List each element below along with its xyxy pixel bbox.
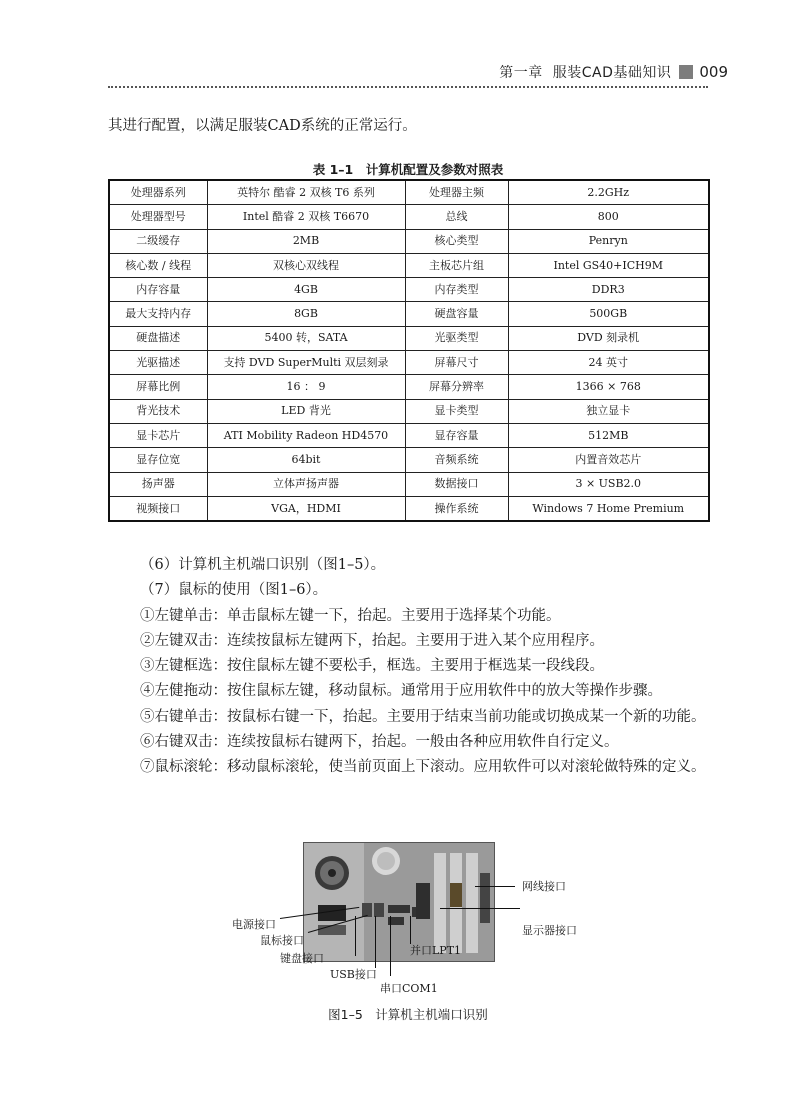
label-parallel: 并口LPT1: [410, 944, 462, 957]
table-title: 表 1–1 计算机配置及参数对照表: [312, 162, 504, 177]
mouse-wheel: ⑦鼠标滚轮：移动鼠标滚轮，使当前页面上下滚动。应用软件可以对滚轮做特殊的定义。: [140, 759, 706, 776]
param-name-cell: 背光技术: [109, 399, 207, 423]
param-value-cell: 3 × USB2.0: [508, 472, 709, 496]
leader-network: [475, 886, 515, 887]
param-name-cell: 总线: [405, 205, 508, 229]
param-value-cell: Penryn: [508, 229, 709, 253]
param-value-cell: 独立显卡: [508, 399, 709, 423]
param-name-cell: 硬盘容量: [405, 302, 508, 326]
table-row: [109, 302, 709, 326]
mouse-right-double-click: ⑥右键双击：连续按鼠标右键两下，抬起。一般由各种应用软件自行定义。: [140, 734, 619, 751]
list-item-6: （6）计算机主机端口识别（图1–5）。: [140, 557, 386, 573]
param-value-cell: 2MB: [207, 229, 405, 253]
param-value-cell: 立体声扬声器: [207, 472, 405, 496]
param-value-cell: 16 ： 9: [207, 375, 405, 399]
param-value-cell: DVD 刻录机: [508, 326, 709, 350]
header-title: 服装CAD基础知识: [552, 65, 672, 81]
label-keyboard: 键盘接口: [280, 952, 324, 965]
param-value-cell: 24 英寸: [508, 351, 709, 375]
param-name-cell: 显存位宽: [109, 448, 207, 472]
label-usb: USB接口: [330, 968, 377, 981]
list-item-7: （7）鼠标的使用（图1–6）。: [140, 582, 328, 599]
table-row: [109, 253, 709, 277]
page-number: 009: [699, 63, 728, 81]
param-name-cell: 屏幕分辨率: [405, 375, 508, 399]
mouse-right-click: [108, 705, 708, 730]
header-marker-square: [679, 65, 693, 79]
param-name-cell: 光驱描述: [109, 351, 207, 375]
table-row: [109, 423, 709, 447]
table-row: [109, 399, 709, 423]
param-value-cell: 双核心双线程: [207, 253, 405, 277]
table-row: [109, 205, 709, 229]
param-name-cell: 扬声器: [109, 472, 207, 496]
leader-parallel: [410, 916, 411, 944]
param-value-cell: 64bit: [207, 448, 405, 472]
param-value-cell: Intel 酷睿 2 双核 T6670: [207, 205, 405, 229]
param-value-cell: LED 背光: [207, 399, 405, 423]
mouse-left-click: ①左键单击：单击鼠标左键一下，抬起。主要用于选择某个功能。: [140, 607, 561, 624]
param-value-cell: 8GB: [207, 302, 405, 326]
leader-serial: [390, 916, 391, 976]
param-value-cell: VGA，HDMI: [207, 496, 405, 521]
param-name-cell: 显存容量: [405, 423, 508, 447]
param-value-cell: 支持 DVD SuperMulti 双层刻录: [207, 351, 405, 375]
param-name-cell: 二级缓存: [109, 229, 207, 253]
label-serial: 串口COM1: [380, 982, 438, 995]
param-name-cell: 屏幕尺寸: [405, 351, 508, 375]
param-name-cell: 核心类型: [405, 229, 508, 253]
param-value-cell: Intel GS40+ICH9M: [508, 253, 709, 277]
param-name-cell: 处理器主频: [405, 180, 508, 205]
param-name-cell: 处理器型号: [109, 205, 207, 229]
rear-panel-illustration: [304, 843, 494, 961]
param-name-cell: 显卡类型: [405, 399, 508, 423]
param-value-cell: 512MB: [508, 423, 709, 447]
computer-rear-panel-photo: [303, 842, 495, 962]
table-row: [109, 180, 709, 205]
config-parameter-table: [108, 179, 710, 522]
param-value-cell: 1366 × 768: [508, 375, 709, 399]
table-row: [109, 326, 709, 350]
intro-paragraph: 其进行配置，以满足服装CAD系统的正常运行。: [108, 118, 417, 134]
table-row: [109, 375, 709, 399]
param-name-cell: 主板芯片组: [405, 253, 508, 277]
mouse-left-double-click: ②左键双击：连续按鼠标左键两下，抬起。主要用于进入某个应用程序。: [140, 632, 604, 649]
table-row: [109, 472, 709, 496]
instruction-list: [108, 553, 708, 781]
param-name-cell: 音频系统: [405, 448, 508, 472]
table-row: [109, 496, 709, 521]
leader-keyboard: [355, 916, 356, 956]
param-name-cell: 光驱类型: [405, 326, 508, 350]
figure-caption: 图1–5 计算机主机端口识别: [328, 1007, 488, 1022]
param-name-cell: 内存容量: [109, 278, 207, 302]
table-row: [109, 448, 709, 472]
table-row: [109, 229, 709, 253]
running-header: [499, 62, 728, 82]
table-row: [109, 351, 709, 375]
param-name-cell: 内存类型: [405, 278, 508, 302]
param-name-cell: 显卡芯片: [109, 423, 207, 447]
param-value-cell: ATI Mobility Radeon HD4570: [207, 423, 405, 447]
param-value-cell: 800: [508, 205, 709, 229]
param-name-cell: 操作系统: [405, 496, 508, 521]
param-name-cell: 屏幕比例: [109, 375, 207, 399]
label-mouse: 鼠标接口: [260, 934, 304, 947]
param-name-cell: 核心数 / 线程: [109, 253, 207, 277]
leader-usb: [375, 916, 376, 968]
label-power: 电源接口: [232, 918, 276, 931]
param-value-cell: Windows 7 Home Premium: [508, 496, 709, 521]
param-value-cell: 2.2GHz: [508, 180, 709, 205]
header-dotted-rule: [108, 86, 708, 88]
param-value-cell: 内置音效芯片: [508, 448, 709, 472]
param-name-cell: 硬盘描述: [109, 326, 207, 350]
param-name-cell: 处理器系列: [109, 180, 207, 205]
label-network: 网线接口: [522, 880, 566, 893]
param-name-cell: 视频接口: [109, 496, 207, 521]
header-chapter: 第一章: [499, 65, 543, 81]
param-value-cell: 5400 转，SATA: [207, 326, 405, 350]
label-display: 显示器接口: [522, 924, 577, 937]
leader-display: [440, 908, 520, 909]
mouse-left-box-select: ③左键框选：按住鼠标左键不要松手，框选。主要用于框选某一段线段。: [140, 658, 604, 675]
param-name-cell: 数据接口: [405, 472, 508, 496]
param-value-cell: 500GB: [508, 302, 709, 326]
mouse-left-drag: ④左健拖动：按住鼠标左键，移动鼠标。通常用于应用软件中的放大等操作步骤。: [140, 683, 662, 700]
param-value-cell: DDR3: [508, 278, 709, 302]
mouse-right-click-text: ⑤右键单击：按鼠标右键一下，抬起。主要用于结束当前功能或切换成某一个新的功能。: [140, 708, 706, 725]
param-value-cell: 4GB: [207, 278, 405, 302]
param-name-cell: 最大支持内存: [109, 302, 207, 326]
param-value-cell: 英特尔 酷睿 2 双核 T6 系列: [207, 180, 405, 205]
port-figure: [230, 840, 590, 1000]
table-row: [109, 278, 709, 302]
